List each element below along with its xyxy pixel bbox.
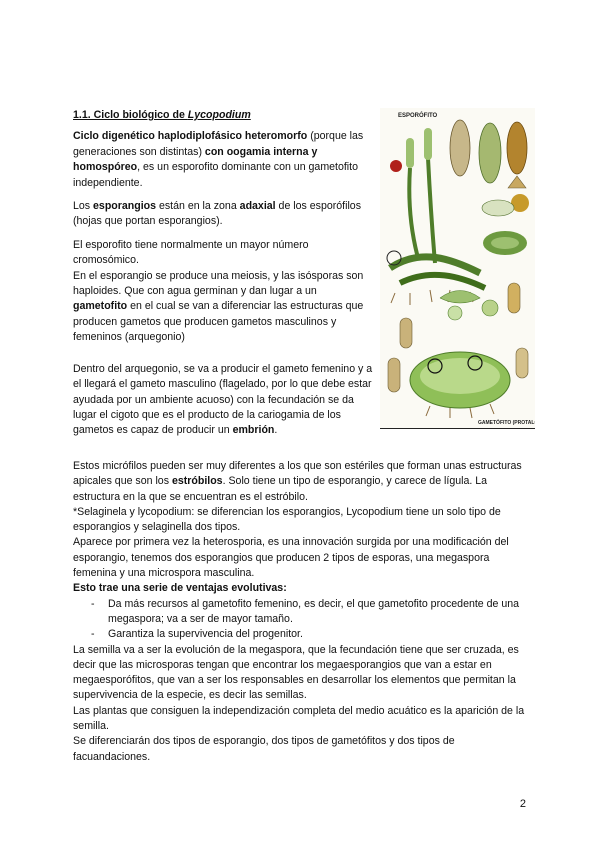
paragraph-archegonium: Dentro del arquegonio, se va a producir el gameto femenino y a el llegará el gameto masculino (flagelado, por lo que debe estar ayudada por un ambiente acuoso) con la fecundación se da lugar el cigoto que es el producto de la cariogamia de los gametos es capaz de producir un embrión. <box>73 362 373 437</box>
left-column <box>73 108 373 439</box>
page-number: 2 <box>519 798 526 810</box>
paragraph-sporophyte: El esporofito tiene normalmente un mayor número cromosómico. En el esporangio se produce una meiosis, y las isósporas son haploides. Que con agua germinan y dan lugar a un gametofito en el cual se van a diferenciar las estructuras que producen gametos que producen gametos masculinos y femeninos (arquegonio) <box>73 238 364 344</box>
paragraph-selaginella: *Selaginela y lycopodium: se diferencian los esporangios, Lycopodium tiene un solo tipo de esporangios y selaginella dos tipos. <box>73 505 501 534</box>
paragraph-seed: La semilla va a ser la evolución de la megaspora, que la fecundación tiene que ser cruzada, es decir que las microsporas tengan que encontrar los megaesporangios que van a estar en megaesporófitos, que van a ser los responsables en desarrollar los elementos que permitan la supervivencia de la especie, es decir las semillas. <box>73 643 519 702</box>
paragraph-advantages-heading: Esto trae una serie de ventajas evolutivas: <box>73 582 287 595</box>
paragraph-microphylls: Estos micrófilos pueden ser muy diferentes a los que son estériles que forman unas estructuras apicales que son los estróbilos. Solo tiene un tipo de esporangio, y carece de lígula. La estructura en la que se encuentran es el estróbilo. <box>73 460 522 503</box>
paragraph-independence: Las plantas que consiguen la independización completa del medio acuático es la aparición de la semilla. <box>73 704 525 733</box>
paragraph-sporangia: Los esporangios están en la zona adaxial de los esporófilos (hojas que portan esporangios). <box>73 200 361 228</box>
figure-label-sporophyte: ESPORÓFITO <box>398 113 438 119</box>
figure-label-gametophyte: GAMETÓFITO (PROTALO) <box>478 420 535 426</box>
advantages-list <box>73 597 533 643</box>
list-item: - Da más recursos al gametofito femenino, es decir, el que gametofito procedente de una megaspora; va a ser de mayor tamaño. <box>91 597 520 625</box>
section-heading: 1.1. Ciclo biológico de Lycopodium <box>73 109 251 121</box>
list-item: - Garantiza la supervivencia del progenitor. <box>91 628 303 641</box>
paragraph-cycle: Ciclo digenético haplodiplofásico heteromorfo (porque las generaciones son distintas) con oogamia interna y homospóreo, es un esporofito dominante con un gametofito independiente. <box>73 130 364 189</box>
paragraph-heterospory: Aparece por primera vez la heterosporia, es una innovación surgida por una modificación del esporangio, tenemos dos esporangios que producen 2 tipos de esporas, una megaspora femenina y una microspora masculina. <box>73 536 509 580</box>
paragraph-types: Se diferenciarán dos tipos de esporangio, dos tipos de gametófitos y dos tipos de facuandaciones. <box>73 735 455 763</box>
lycopodium-life-cycle-figure <box>380 108 535 429</box>
main-text <box>73 459 533 765</box>
